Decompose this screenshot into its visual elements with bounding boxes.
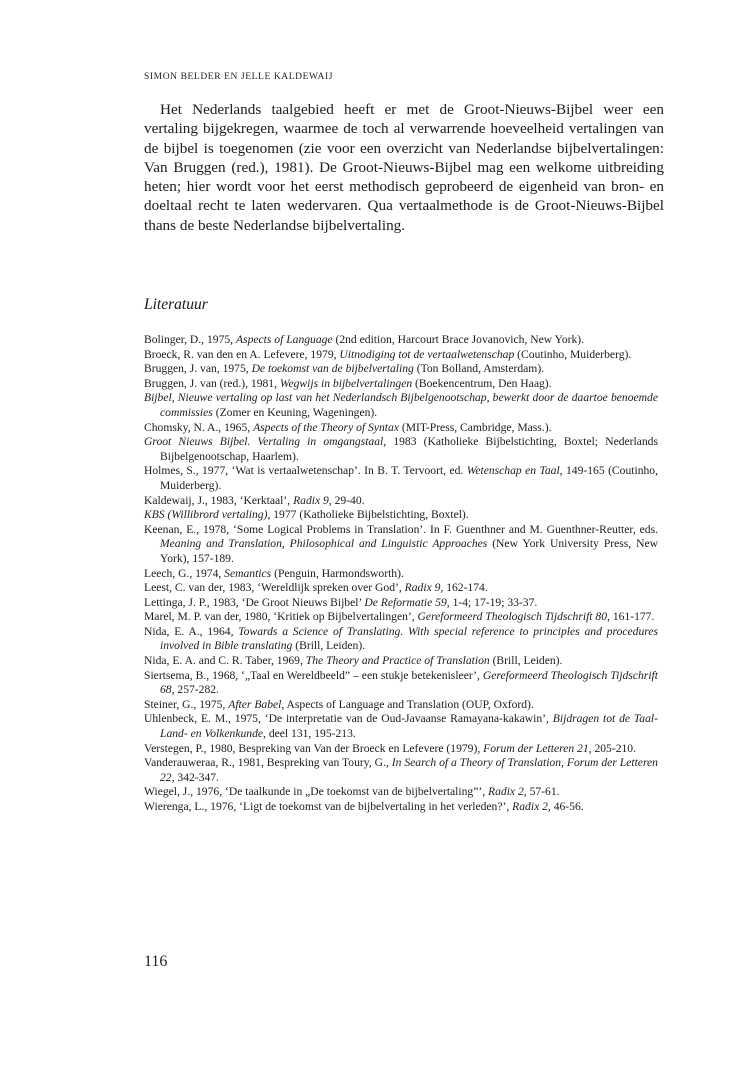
reference-text: 1-4; 17-19; 33-37. bbox=[449, 595, 538, 609]
reference-text: (MIT-Press, Cambridge, Mass.). bbox=[398, 420, 552, 434]
literature-heading: Literatuur bbox=[144, 296, 208, 313]
reference-title: Groot Nieuws Bijbel. Vertaling in omgangstaal, bbox=[144, 435, 387, 449]
reference-text: Holmes, S., 1977, ‘Wat is vertaalwetenschap’. In B. T. Tervoort, ed. bbox=[144, 464, 467, 478]
reference-title: Semantics bbox=[224, 566, 272, 580]
reference-entry bbox=[144, 464, 658, 493]
reference-text: (Brill, Leiden). bbox=[292, 639, 366, 653]
reference-text: 46-56. bbox=[550, 800, 584, 813]
reference-entry bbox=[144, 698, 658, 713]
reference-text: 1983 (Katholieke Bijbelstichting, Boxtel; Nederlands Bijbelgenootschap, Haarlem). bbox=[160, 435, 658, 463]
reference-text: 57-61. bbox=[526, 785, 560, 799]
reference-entry bbox=[144, 377, 658, 392]
reference-text: Verstegen, P., 1980, Bespreking van Van der Broeck en Lefevere (1979), bbox=[144, 741, 484, 755]
reference-text: deel 131, 195-213. bbox=[265, 727, 356, 741]
reference-text: Chomsky, N. A., 1965, bbox=[144, 420, 254, 434]
reference-title: Forum der Letteren 21, bbox=[483, 741, 592, 755]
reference-entry bbox=[144, 625, 658, 654]
reference-text: Keenan, E., 1978, ‘Some Logical Problems in Translation’. In F. Guenthner and M. Guenthner-Reutter, eds. bbox=[144, 522, 658, 536]
reference-title: KBS (Willibrord vertaling), bbox=[144, 508, 271, 522]
reference-entry bbox=[144, 596, 658, 611]
reference-title: Wetenschap en Taal, bbox=[466, 464, 563, 478]
reference-title: Bijdragen tot de Taal- Land- en Volkenkunde, bbox=[160, 712, 658, 741]
reference-title: After Babel, bbox=[228, 697, 285, 711]
reference-entry bbox=[144, 785, 658, 800]
reference-text: (Coutinho, Muiderberg). bbox=[514, 347, 632, 361]
reference-title: Uitnodiging tot de vertaalwetenschap bbox=[339, 347, 515, 361]
running-head: SIMON BELDER EN JELLE KALDEWAIJ bbox=[144, 72, 334, 82]
reference-entry bbox=[144, 348, 658, 363]
reference-title: The Theory and Practice of Translation bbox=[305, 654, 490, 668]
reference-title: De toekomst van de bijbelvertaling bbox=[251, 362, 414, 376]
reference-text: 257-282. bbox=[174, 683, 219, 697]
reference-text: (Zomer en Keuning, Wageningen). bbox=[212, 405, 378, 419]
reference-entry bbox=[144, 362, 658, 377]
reference-text: Wierenga, L., 1976, ‘Ligt de toekomst van de bijbelvertaling in het verleden?’, bbox=[144, 800, 513, 813]
reference-entry bbox=[144, 494, 658, 509]
reference-entry bbox=[144, 523, 658, 567]
body-paragraph: Het Nederlands taalgebied heeft er met de Groot-Nieuws-Bijbel weer een vertaling bijgekregen, waarmee de toch al verwarrende hoeveelheid vertalingen van de bijbel is toegenomen (zie voor een overzicht van Nederlandse bijbelvertalingen: Van Bruggen (red.), 1981). De Groot-Nieuws-Bijbel mag een welkome uitbreiding heten; hier wordt voor het eerst methodisch geprobeerd de eigenheid van bron- en doeltaal recht te laten wedervaren. Qua vertaalmethode is de Groot-Nieuws-Bijbel thans de beste Nederlandse bijbelvertaling. bbox=[144, 101, 664, 234]
reference-text: Siertsema, B., 1968, ‘„Taal en Wereldbeeld” – een stukje betekenisleer’, bbox=[144, 668, 483, 682]
reference-text: Leech, G., 1974, bbox=[144, 566, 225, 580]
reference-title: Radix 9, bbox=[404, 581, 444, 595]
reference-text: 205-210. bbox=[591, 741, 636, 755]
reference-text: Bruggen, J. van, 1975, bbox=[144, 362, 252, 376]
reference-title: Bijbel, Nieuwe vertaling op last van het Nederlandsch Bijbelgenootschap, bewerkt door de daartoe benoemde commissies bbox=[144, 391, 658, 419]
reference-title: De Reformatie 59, bbox=[364, 595, 450, 609]
reference-text: Broeck, R. van den en A. Lefevere, 1979, bbox=[144, 347, 340, 361]
reference-title: Wegwijs in bijbelvertalingen bbox=[279, 376, 413, 390]
reference-text: Aspects of Language and Translation (OUP, Oxford). bbox=[284, 697, 534, 711]
reference-entry bbox=[144, 610, 658, 625]
reference-entry bbox=[144, 435, 658, 464]
reference-text: Marel, M. P. van der, 1980, ‘Kritiek op Bijbelvertalingen’, bbox=[144, 610, 418, 624]
reference-entry bbox=[144, 333, 658, 348]
reference-text: Leest, C. van der, 1983, ‘Wereldlijk spreken over God’, bbox=[144, 581, 405, 595]
reference-text: Lettinga, J. P., 1983, ‘De Groot Nieuws Bijbel’ bbox=[144, 595, 365, 609]
reference-text: Bruggen, J. van (red.), 1981, bbox=[144, 376, 280, 390]
reference-text: (Penguin, Harmondsworth). bbox=[271, 566, 404, 580]
reference-list bbox=[144, 333, 658, 815]
reference-title: Aspects of Language bbox=[235, 333, 333, 346]
reference-entry bbox=[144, 508, 658, 523]
reference-text: 342-347. bbox=[174, 770, 219, 784]
reference-entry bbox=[144, 421, 658, 436]
reference-text: (2nd edition, Harcourt Brace Jovanovich, New York). bbox=[332, 333, 585, 346]
reference-text: (New York University Press, New York), 157-189. bbox=[160, 537, 658, 565]
reference-title: Radix 9, bbox=[293, 493, 332, 507]
reference-entry bbox=[144, 669, 658, 698]
reference-text: 1977 (Katholieke Bijbelstichting, Boxtel). bbox=[270, 508, 469, 522]
reference-text: (Boekencentrum, Den Haag). bbox=[412, 376, 552, 390]
reference-text: Uhlenbeck, E. M., 1975, ‘De interpretatie van de Oud-Javaanse Ramayana-kakawin’, bbox=[144, 712, 553, 726]
reference-text: Nida, E. A. and C. R. Taber, 1969, bbox=[144, 654, 306, 668]
reference-text: Bolinger, D., 1975, bbox=[144, 333, 236, 346]
reference-title: Gereformeerd Theologisch Tijdschrift 80, bbox=[417, 610, 610, 624]
reference-entry bbox=[144, 800, 658, 815]
reference-text: 29-40. bbox=[331, 493, 365, 507]
reference-entry bbox=[144, 567, 658, 582]
reference-text: Steiner, G., 1975, bbox=[144, 697, 229, 711]
reference-text: 162-174. bbox=[443, 581, 488, 595]
page-number: 116 bbox=[144, 953, 168, 970]
reference-entry bbox=[144, 712, 658, 741]
reference-text: (Ton Bolland, Amsterdam). bbox=[413, 362, 545, 376]
reference-text: Wiegel, J., 1976, ‘De taalkunde in „De toekomst van de bijbelvertaling”’, bbox=[144, 785, 489, 799]
reference-title: Radix 2, bbox=[512, 800, 551, 813]
reference-title: Gereformeerd Theologisch Tijdschrift 68, bbox=[160, 668, 658, 697]
reference-title: In Search of a Theory of Translation, Forum der Letteren 22, bbox=[160, 756, 658, 784]
reference-text: 149-165 (Coutinho, Muiderberg). bbox=[160, 464, 658, 492]
reference-entry bbox=[144, 756, 658, 785]
reference-title: Towards a Science of Translating. With special reference to principles and procedures involved in Bible translating bbox=[160, 624, 658, 653]
reference-entry bbox=[144, 391, 658, 420]
reference-entry bbox=[144, 581, 658, 596]
reference-text: Nida, E. A., 1964, bbox=[144, 624, 239, 638]
reference-text: 161-177. bbox=[609, 610, 655, 624]
reference-text: (Brill, Leiden). bbox=[489, 654, 563, 668]
reference-entry bbox=[144, 654, 658, 669]
reference-entry bbox=[144, 742, 658, 757]
reference-title: Radix 2, bbox=[488, 785, 527, 799]
reference-title: Aspects of the Theory of Syntax bbox=[253, 420, 399, 434]
reference-title: Meaning and Translation, Philosophical and Linguistic Approaches bbox=[160, 537, 488, 551]
reference-text: Kaldewaij, J., 1983, ‘Kerktaal’, bbox=[144, 493, 294, 507]
reference-text: Vanderauweraa, R., 1981, Bespreking van Toury, G., bbox=[144, 756, 392, 770]
